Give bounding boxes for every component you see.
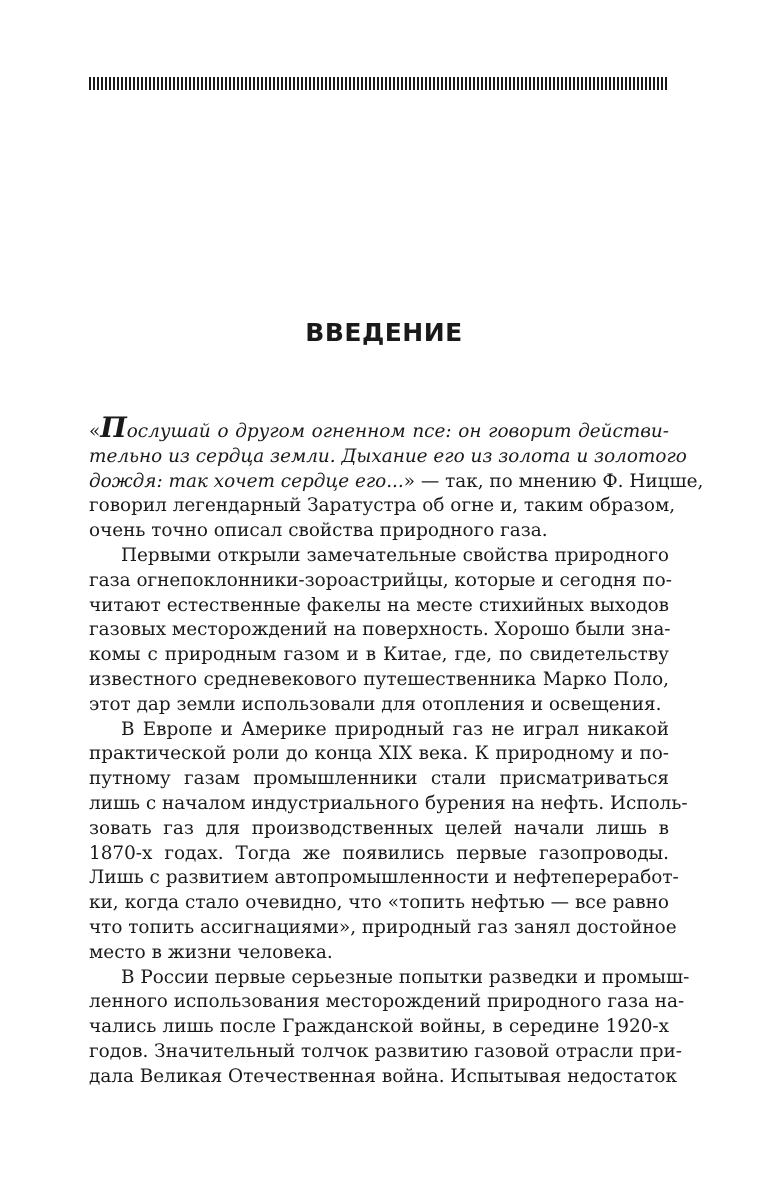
text-line: газовых месторождений на поверхность. Хорошо были зна- [89, 619, 671, 641]
text-line: газа огнепоклонники-зороастрийцы, которые и сегодня по- [89, 569, 672, 591]
text-line: годов. Значительный толчок развитию газовой отрасли при- [89, 1040, 682, 1062]
text-line: очень точно описал свойства природного газа. [89, 520, 548, 542]
paragraph [89, 718, 688, 966]
body-text [89, 411, 704, 1090]
drop-cap: П [100, 411, 127, 444]
text-line: что топить ассигнациями», природный газ занял достойное [89, 916, 677, 938]
text-line: этот дар земли использовали для отопления и освещения. [89, 693, 662, 715]
text-line: «Послушай о другом огненном псе: он говорит действи- [89, 411, 669, 444]
text-line: ленного использования месторождений природного газа на- [89, 991, 685, 1013]
text-line: место в жизни человека. [89, 941, 333, 963]
text-line: чались лишь после Гражданской войны, в середине 1920-х [89, 1016, 669, 1038]
text-line: тельно из сердца земли. Дыхание его из золота и золотого [89, 445, 687, 467]
text-line: комы с природным газом и в Китае, где, по свидетельству [89, 644, 669, 666]
text-line: практической роли до конца XIX века. К природному и по- [89, 743, 669, 765]
paragraph [89, 411, 704, 544]
text-line: путному газам промышленники стали присматриваться [89, 768, 669, 790]
paragraph [89, 966, 690, 1090]
text-line: известного средневекового путешественника Марко Поло, [89, 668, 669, 690]
text-line: лишь с началом индустриального бурения на нефть. Исполь- [89, 792, 688, 814]
text-line: зовать газ для производственных целей начали лишь в [89, 817, 669, 839]
chapter-title: ВВЕДЕНИЕ [305, 318, 463, 347]
text-line: Лишь с развитием автопромышленности и нефтепереработ- [89, 867, 679, 889]
text-line: В Европе и Америке природный газ не играл никакой [121, 718, 669, 740]
text-line: В России первые серьезные попытки разведки и промыш- [121, 966, 690, 988]
text-line: говорил легендарный Заратустра об огне и, таким образом, [89, 495, 676, 517]
header-rule-ornament [89, 77, 669, 90]
text-line: дала Великая Отечественная война. Испытывая недостаток [89, 1065, 677, 1087]
text-line: Первыми открыли замечательные свойства природного [121, 544, 669, 566]
paragraph [89, 544, 672, 718]
text-line: дождя: так хочет сердце его...» — так, по мнению Ф. Ницше, [89, 470, 704, 492]
text-line: читают естественные факелы на месте стихийных выходов [89, 594, 669, 616]
text-line: ки, когда стало очевидно, что «топить нефтью — все равно [89, 892, 669, 914]
text-line: 1870-х годах. Тогда же появились первые газопроводы. [89, 842, 669, 864]
